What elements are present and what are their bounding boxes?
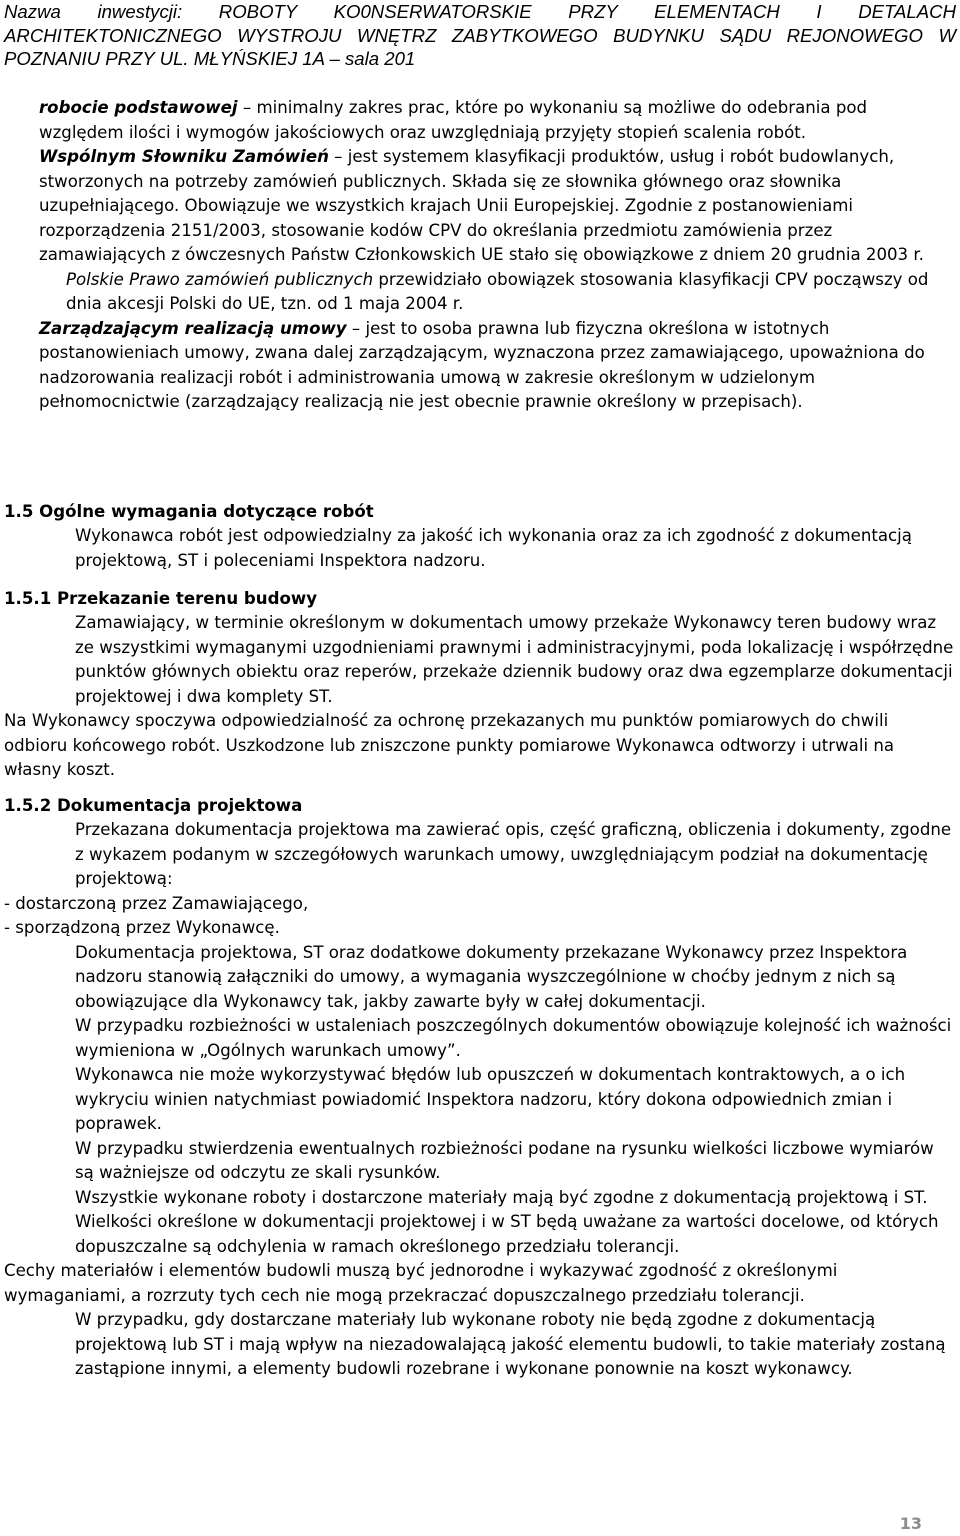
section-heading-1-5: 1.5 Ogólne wymagania dotyczące robót <box>4 502 374 521</box>
term-slownik: Wspólnym Słowniku Zamówień <box>39 147 329 166</box>
def-slownik: – jest systemem klasyfikacji produktów, usług i robót budowlanych, stworzonych na potrzeby zamówień publicznych. Składa się ze słownika głównego oraz słownika uzupełniającego. Obowiązuje we wszystkich krajach Unii Europejskiej. Zgodnie z postanowieniami rozporządzenia 2151/2003, stosowanie kodów CPV do określania przedmiotu zamówienia przez zamawiających z ówczesnych Państw Członkowskich UE stało się obowiązkowe z dniem 20 grudnia 2003 r. <box>39 147 924 264</box>
definition-robocie <box>39 96 951 145</box>
section-heading-1-5-1: 1.5.1 Przekazanie terenu budowy <box>4 589 318 608</box>
section-1-5-body <box>4 524 954 573</box>
paragraph: Wielkości określone w dokumentacji projektowej i w ST będą uważane za wartości docelowe, od których dopuszczalne są odchylenia w ramach określonego przedziału tolerancji. <box>75 1212 939 1256</box>
term-prawo: Polskie Prawo zamówień publicznych <box>66 269 374 289</box>
def-robocie: – minimalny zakres prac, które po wykonaniu są możliwe do odebrania pod względem ilości i wymogów jakościowych oraz uwzględniają przyjęty stopień scalenia robót. <box>39 98 868 142</box>
paragraph: W przypadku, gdy dostarczane materiały lub wykonane roboty nie będą zgodne z dokumentacją projektową lub ST i mają wpływ na niezadowalającą jakość elementu budowli, to takie materiały zostaną zastąpione innymi, a elementy budowli rozebrane i wykonane ponownie na koszt wykonawcy. <box>75 1310 946 1378</box>
term-robocie: robocie podstawowej <box>39 98 238 117</box>
section-1-5-1-body <box>4 611 954 783</box>
investment-header: Nazwa inwestycji: ROBOTY KO0NSERWATORSKIE PRZY ELEMENTACH I DETALACH ARCHITEKTONICZNEGO WYSTROJU WNĘTRZ ZABYTKOWEGO BUDYNKU SĄDU REJONOWEGO W POZNANIU PRZY UL. MŁYŃSKIEJ 1A – sala 201 <box>4 1 956 69</box>
list-item: - sporządzoną przez Wykonawcę. <box>4 918 280 937</box>
page-number: 13 <box>899 1514 922 1533</box>
paragraph: Na Wykonawcy spoczywa odpowiedzialność za ochronę przekazanych mu punktów pomiarowych do chwili odbioru końcowego robót. Uszkodzone lub zniszczone punkty pomiarowe Wykonawca odtworzy i utrwali na własny koszt. <box>4 711 895 779</box>
paragraph: Wykonawca nie może wykorzystywać błędów lub opuszczeń w dokumentach kontraktowych, a o ich wykryciu winien natychmiast powiadomić Inspektora nadzoru, który dokona odpowiednich zmian i poprawek. <box>75 1065 906 1133</box>
paragraph: Przekazana dokumentacja projektowa ma zawierać opis, część graficzną, obliczenia i dokumenty, zgodne z wykazem podanym w szczegółowych warunkach umowy, uwzględniającym podział na dokumentację projektową: <box>75 820 952 888</box>
paragraph: Wykonawca robót jest odpowiedzialny za jakość ich wykonania oraz za ich zgodność z dokumentacją projektową, ST i poleceniami Inspektora nadzoru. <box>75 526 912 570</box>
paragraph: Cechy materiałów i elementów budowli muszą być jednorodne i wykazywać zgodność z określonymi wymaganiami, a rozrzuty tych cech nie mogą przekraczać dopuszczalnego przedziału tolerancji. <box>4 1261 838 1305</box>
definition-zarzadzajacy <box>39 317 951 415</box>
paragraph: Zamawiający, w terminie określonym w dokumentach umowy przekaże Wykonawcy teren budowy wraz ze wszystkimi wymaganymi uzgodnieniami prawnymi i administracyjnymi, poda lokalizację i współrzędne punktów głównych obiektu oraz reperów, przekaże dziennik budowy oraz dwa egzemplarze dokumentacji projektowej i dwa komplety ST. <box>75 613 954 706</box>
definition-prawo <box>39 268 951 317</box>
def-prawo: przewidziało obowiązek stosowania klasyfikacji CPV począwszy od dnia akcesji Polski do UE, tzn. od 1 maja 2004 r. <box>66 269 929 313</box>
section-heading-1-5-2: 1.5.2 Dokumentacja projektowa <box>4 796 303 815</box>
section-1-5-2-body <box>4 818 954 1382</box>
def-zarzadzajacy: – jest to osoba prawna lub fizyczna określona w istotnych postanowieniach umowy, zwana dalej zarządzającym, wyznaczona przez zamawiającego, upoważniona do nadzorowania realizacji robót i administrowania umową w zakresie określonym w udzielonym pełnomocnictwie (zarządzający realizacją nie jest obecnie prawnie określony w przepisach). <box>39 318 925 411</box>
paragraph: Dokumentacja projektowa, ST oraz dodatkowe dokumenty przekazane Wykonawcy przez Inspektora nadzoru stanowią załączniki do umowy, a wymagania wyszczególnione w choćby jednym z nich są obowiązujące dla Wykonawcy tak, jakby zawarte były w całej dokumentacji. <box>75 942 908 1011</box>
paragraph: W przypadku rozbieżności w ustaleniach poszczególnych dokumentów obowiązuje kolejność ich ważności wymieniona w „Ogólnych warunkach umowy”. <box>75 1016 952 1060</box>
definitions-list <box>39 96 951 415</box>
paragraph: W przypadku stwierdzenia ewentualnych rozbieżności podane na rysunku wielkości liczbowe wymiarów są ważniejsze od odczytu ze skali rysunków. <box>75 1138 934 1182</box>
paragraph: Wszystkie wykonane roboty i dostarczone materiały mają być zgodne z dokumentacją projektową i ST. <box>75 1187 928 1207</box>
list-item: - dostarczoną przez Zamawiającego, <box>4 893 309 913</box>
term-zarzadzajacy: Zarządzającym realizacją umowy <box>39 318 347 338</box>
definition-slownik <box>39 145 951 268</box>
